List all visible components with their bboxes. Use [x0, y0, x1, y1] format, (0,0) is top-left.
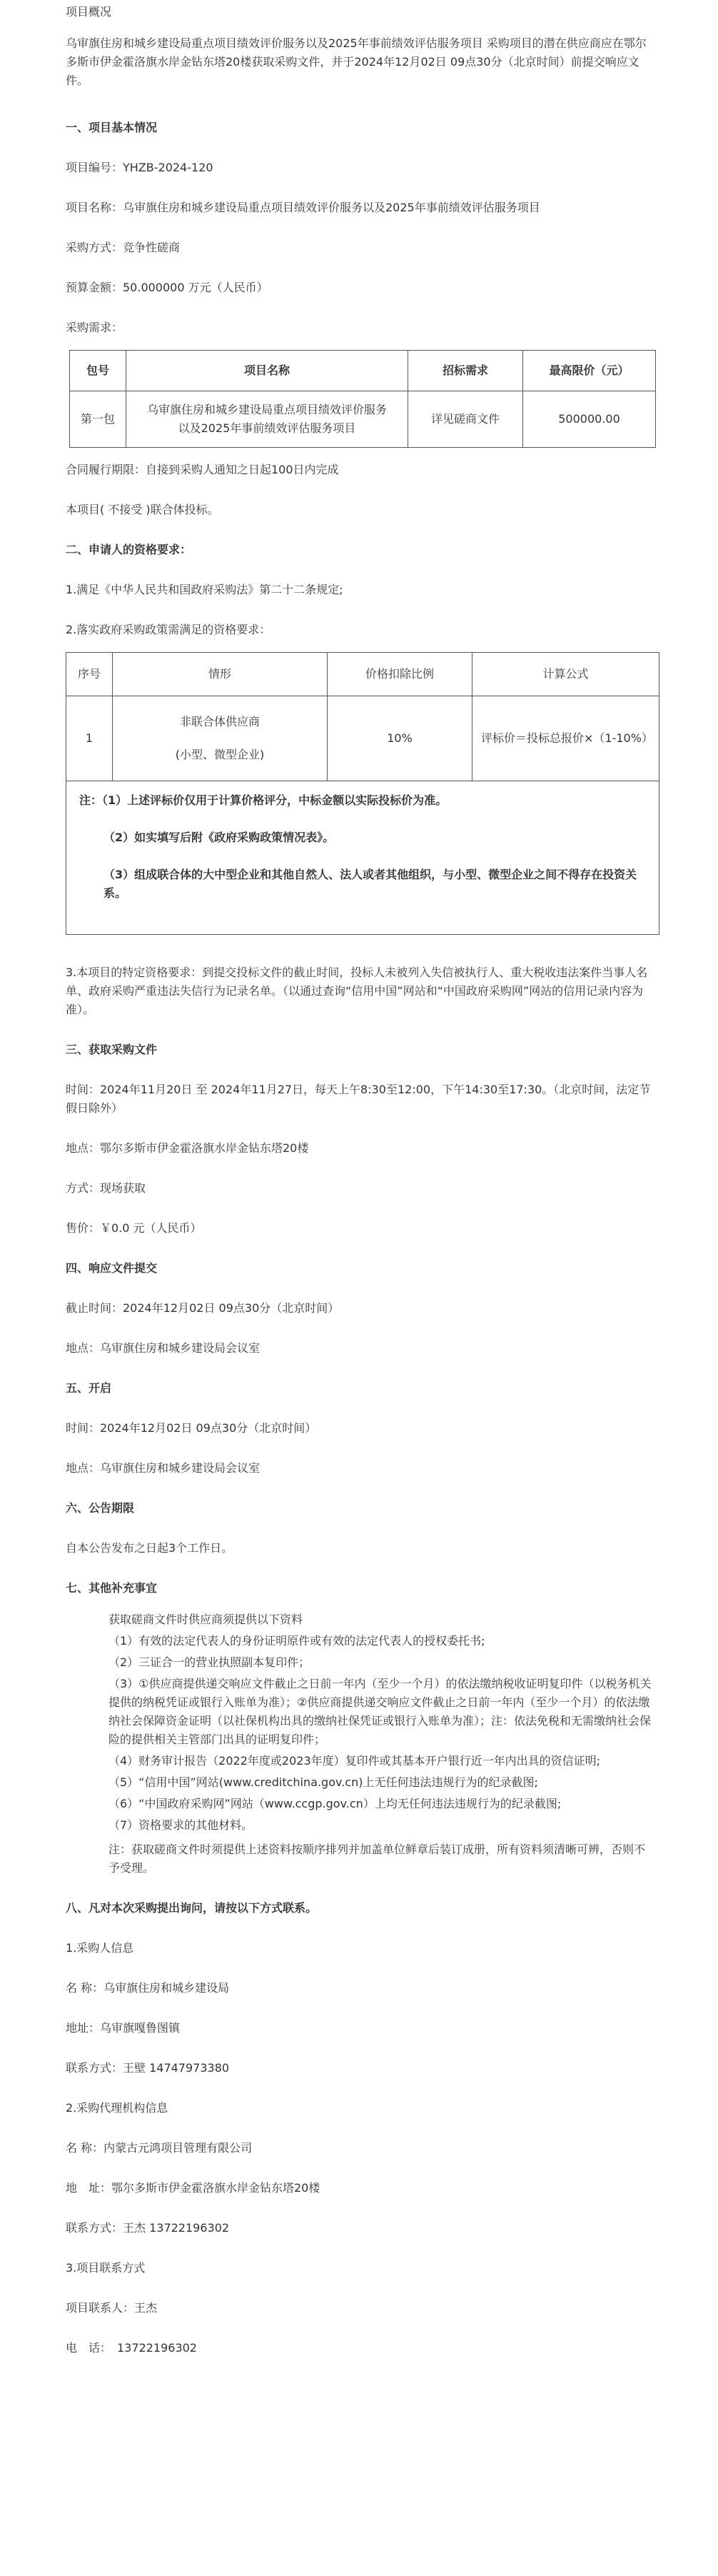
- list-item: （1）有效的法定代表人的身份证明原件或有效的法定代表人的授权委托书;: [108, 1634, 485, 1648]
- submission-place: 地点：乌审旗住房和城乡建设局会议室: [66, 1341, 261, 1355]
- cell-max-price: 500000.00: [523, 391, 656, 448]
- list-item: （5）“信用中国”网站(www.creditchina.gov.cn)上无任何违法违规行为的纪录截图;: [108, 1775, 538, 1789]
- buyer-address: 地址：乌审旗嘎鲁图镇: [66, 2021, 181, 2035]
- buyer-contact: 联系方式：王壁 14747973380: [66, 2061, 230, 2075]
- cell-serial: 1: [66, 696, 113, 781]
- case-line-2: (小型、微型企业): [175, 748, 265, 761]
- list-item: （7）资格要求的其他材料。: [108, 1818, 253, 1832]
- cell-package: 第一包: [70, 391, 126, 448]
- section6-heading: 六、公告期限: [66, 1501, 135, 1515]
- section7-heading: 七、其他补充事宜: [66, 1581, 158, 1595]
- policy-notes-row: [66, 781, 659, 935]
- requirement-1: 1.满足《中华人民共和国政府采购法》第二十二条规定;: [66, 583, 343, 596]
- section1-heading: 一、项目基本情况: [66, 121, 158, 134]
- demand-table-header: [70, 351, 656, 391]
- buyer-name: 名 称：乌审旗住房和城乡建设局: [66, 1981, 230, 1995]
- case-line-1: 非联合体供应商: [179, 715, 260, 728]
- overview-title: 项目概况: [66, 5, 112, 19]
- budget-amount: 预算金额：50.000000 万元（人民币）: [66, 281, 268, 294]
- project-contact-phone: 电 话： 13722196302: [66, 2341, 197, 2355]
- opening-time: 时间：2024年12月02日 09点30分（北京时间）: [66, 1421, 317, 1435]
- list-item: （3）①供应商提供递交响应文件截止之日前一年内（至少一个月）的依法缴纳税收证明复印件（以税务机关提供的纳税凭证或银行入账单为准）；②供应商提供递交响应文件截止之日前一年内（至少一个月）的依法缴纳社会保障资金证明（以社保机构出具的缴纳社保凭证或银行入账单为准）；注：依法免税和无需缴纳社会保险的提供相关主管部门出具的证明复印件；: [108, 1677, 652, 1746]
- project-contact-heading: 3.项目联系方式: [66, 2261, 146, 2275]
- contract-period: 合同履行期限：自接到采购人通知之日起100日内完成: [66, 463, 339, 476]
- project-number: 项目编号：YHZB-2024-120: [66, 161, 213, 174]
- supplement-intro: 获取磋商文件时供应商须提供以下资料: [108, 1613, 303, 1626]
- acquire-price: 售价：￥0.0 元（人民币）: [66, 1221, 202, 1235]
- overview-text: 乌审旗住房和城乡建设局重点项目绩效评价服务以及2025年事前绩效评估服务项目 采购项目的潜在供应商应在鄂尔多斯市伊金霍洛旗水岸金钻东塔20楼获取采购文件，并于2024年12月02日 09点30分（北京时间）前提交响应文件。: [66, 36, 647, 87]
- note-3: （3）组成联合体的大中型企业和其他自然人、法人或者其他组织，与小型、微型企业之间不得存在投资关系。: [103, 868, 637, 900]
- agency-heading: 2.采购代理机构信息: [66, 2101, 168, 2115]
- requirement-3: 3.本项目的特定资格要求：到提交投标文件的截止时间，投标人未被列入失信被执行人、重大税收违法案件当事人名单、政府采购严重违法失信行为记录名单。（以通过查询“信用中国”网站和“中国政府采购网”网站的信用记录内容为准）。: [66, 966, 648, 1016]
- table-row: [70, 391, 656, 448]
- section8-heading: 八、凡对本次采购提出询问，请按以下方式联系。: [66, 1901, 318, 1915]
- note-2: （2）如实填写后附《政府采购政策情况表》。: [103, 831, 335, 844]
- cell-formula: 评标价＝投标总报价×（1-10%）: [472, 696, 659, 781]
- project-name: 项目名称：乌审旗住房和城乡建设局重点项目绩效评价服务以及2025年事前绩效评估服务项目: [66, 201, 540, 214]
- section2-heading: 二、申请人的资格要求：: [66, 543, 192, 556]
- requirement-2: 2.落实政府采购政策需满足的资格要求：: [66, 623, 271, 636]
- announcement-period: 自本公告发布之日起3个工作日。: [66, 1541, 233, 1555]
- header-serial: 序号: [66, 653, 113, 696]
- acquire-place: 地点：鄂尔多斯市伊金霍洛旗水岸金钻东塔20楼: [66, 1141, 309, 1155]
- list-item: （4）财务审计报告（2022年度或2023年度）复印件或其基本开户银行近一年内出具的资信证明;: [108, 1754, 601, 1768]
- project-contact-person: 项目联系人：王杰: [66, 2301, 158, 2315]
- supplement-note: 注：获取磋商文件时须提供上述资料按顺序排列并加盖单位鲜章后装订成册，所有资料须清晰可辨，否则不予受理。: [108, 1843, 646, 1875]
- header-max-price: 最高限价（元）: [523, 351, 656, 391]
- agency-contact: 联系方式：王杰 13722196302: [66, 2221, 230, 2235]
- cell-case: [113, 696, 328, 781]
- opening-place: 地点：乌审旗住房和城乡建设局会议室: [66, 1461, 261, 1475]
- section4-heading: 四、响应文件提交: [66, 1261, 158, 1275]
- list-item: （2）三证合一的营业执照副本复印件；: [108, 1655, 310, 1669]
- acquire-time: 时间：2024年11月20日 至 2024年11月27日，每天上午8:30至12:00，下午14:30至17:30。（北京时间，法定节假日除外）: [66, 1083, 651, 1115]
- header-requirement: 招标需求: [408, 351, 523, 391]
- agency-name: 名 称：内蒙古元鸿项目管理有限公司: [66, 2141, 253, 2155]
- procurement-method: 采购方式：竞争性磋商: [66, 241, 181, 254]
- table-row: [66, 696, 659, 781]
- policy-notes: [66, 781, 659, 935]
- cell-ratio: 10%: [328, 696, 472, 781]
- note-1: 注：（1）上述评标价仅用于计算价格评分，中标金额以实际投标价为准。: [79, 793, 448, 807]
- buyer-heading: 1.采购人信息: [66, 1941, 134, 1955]
- demand-table: [69, 350, 656, 448]
- list-item: （6）“中国政府采购网”网站（www.ccgp.gov.cn）上均无任何违法违规行为的纪录截图;: [108, 1797, 562, 1810]
- agency-address: 地 址：鄂尔多斯市伊金霍洛旗水岸金钻东塔20楼: [66, 2181, 320, 2195]
- supplement-list: [66, 1610, 652, 1878]
- header-formula: 计算公式: [472, 653, 659, 696]
- demand-label: 采购需求：: [66, 321, 123, 334]
- submission-deadline: 截止时间：2024年12月02日 09点30分（北京时间）: [66, 1301, 340, 1315]
- policy-table-header: [66, 653, 659, 696]
- section5-heading: 五、开启: [66, 1381, 112, 1395]
- header-package: 包号: [70, 351, 126, 391]
- acquire-method: 方式：现场获取: [66, 1181, 146, 1195]
- header-case: 情形: [113, 653, 328, 696]
- cell-project-name: 乌审旗住房和城乡建设局重点项目绩效评价服务以及2025年事前绩效评估服务项目: [126, 391, 408, 448]
- header-project-name: 项目名称: [126, 351, 408, 391]
- section3-heading: 三、获取采购文件: [66, 1043, 158, 1056]
- cell-requirement: 详见磋商文件: [408, 391, 523, 448]
- policy-table: [66, 652, 659, 935]
- consortium-policy: 本项目( 不接受 )联合体投标。: [66, 503, 219, 516]
- header-deduction: 价格扣除比例: [328, 653, 472, 696]
